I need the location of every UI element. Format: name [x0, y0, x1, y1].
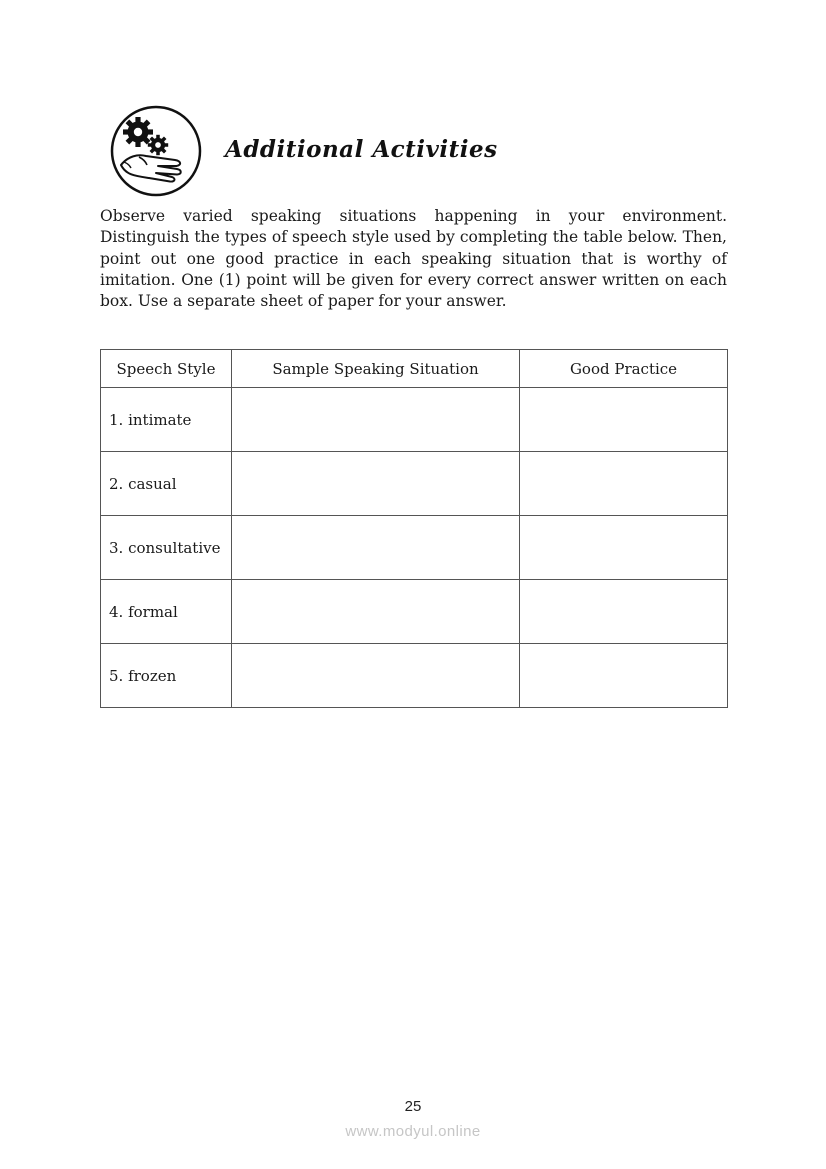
- practice-cell: [520, 452, 728, 516]
- situation-cell: [232, 644, 520, 708]
- table-row: [101, 452, 728, 516]
- table-row: [101, 388, 728, 452]
- hand-with-gears-icon: [108, 103, 204, 199]
- situation-cell: [232, 580, 520, 644]
- situation-cell: [232, 516, 520, 580]
- page-number: 25: [404, 1098, 422, 1115]
- practice-cell: [520, 388, 728, 452]
- header-sample-speaking-situation: Sample Speaking Situation: [232, 350, 520, 388]
- table-row: [101, 644, 728, 708]
- speech-style-table: [100, 349, 728, 708]
- hand-with-gears-icon-svg: [108, 103, 204, 199]
- speech-style-cell: 1. intimate: [101, 388, 232, 452]
- speech-style-cell: 5. frozen: [101, 644, 232, 708]
- speech-style-cell: 3. consultative: [101, 516, 232, 580]
- practice-cell: [520, 580, 728, 644]
- speech-style-cell: 4. formal: [101, 580, 232, 644]
- speech-style-cell: 2. casual: [101, 452, 232, 516]
- page-title: Additional Activities: [225, 136, 498, 163]
- table-row: [101, 580, 728, 644]
- header-speech-style: Speech Style: [101, 350, 232, 388]
- practice-cell: [520, 644, 728, 708]
- situation-cell: [232, 452, 520, 516]
- practice-cell: [520, 516, 728, 580]
- header-good-practice: Good Practice: [520, 350, 728, 388]
- table-header-row: [101, 350, 728, 388]
- instructions-paragraph: Observe varied speaking situations happening in your environment. Distinguish the types of speech style used by completing the table below. Then, point out one good practice in each speaking situation that is worthy of imitation. One (1) point will be given for every correct answer written on each box. Use a separate sheet of paper for your answer.: [100, 207, 727, 311]
- worksheet-table-wrap: [100, 349, 728, 708]
- situation-cell: [232, 388, 520, 452]
- table-row: [101, 516, 728, 580]
- watermark: www.modyul.online: [345, 1123, 481, 1140]
